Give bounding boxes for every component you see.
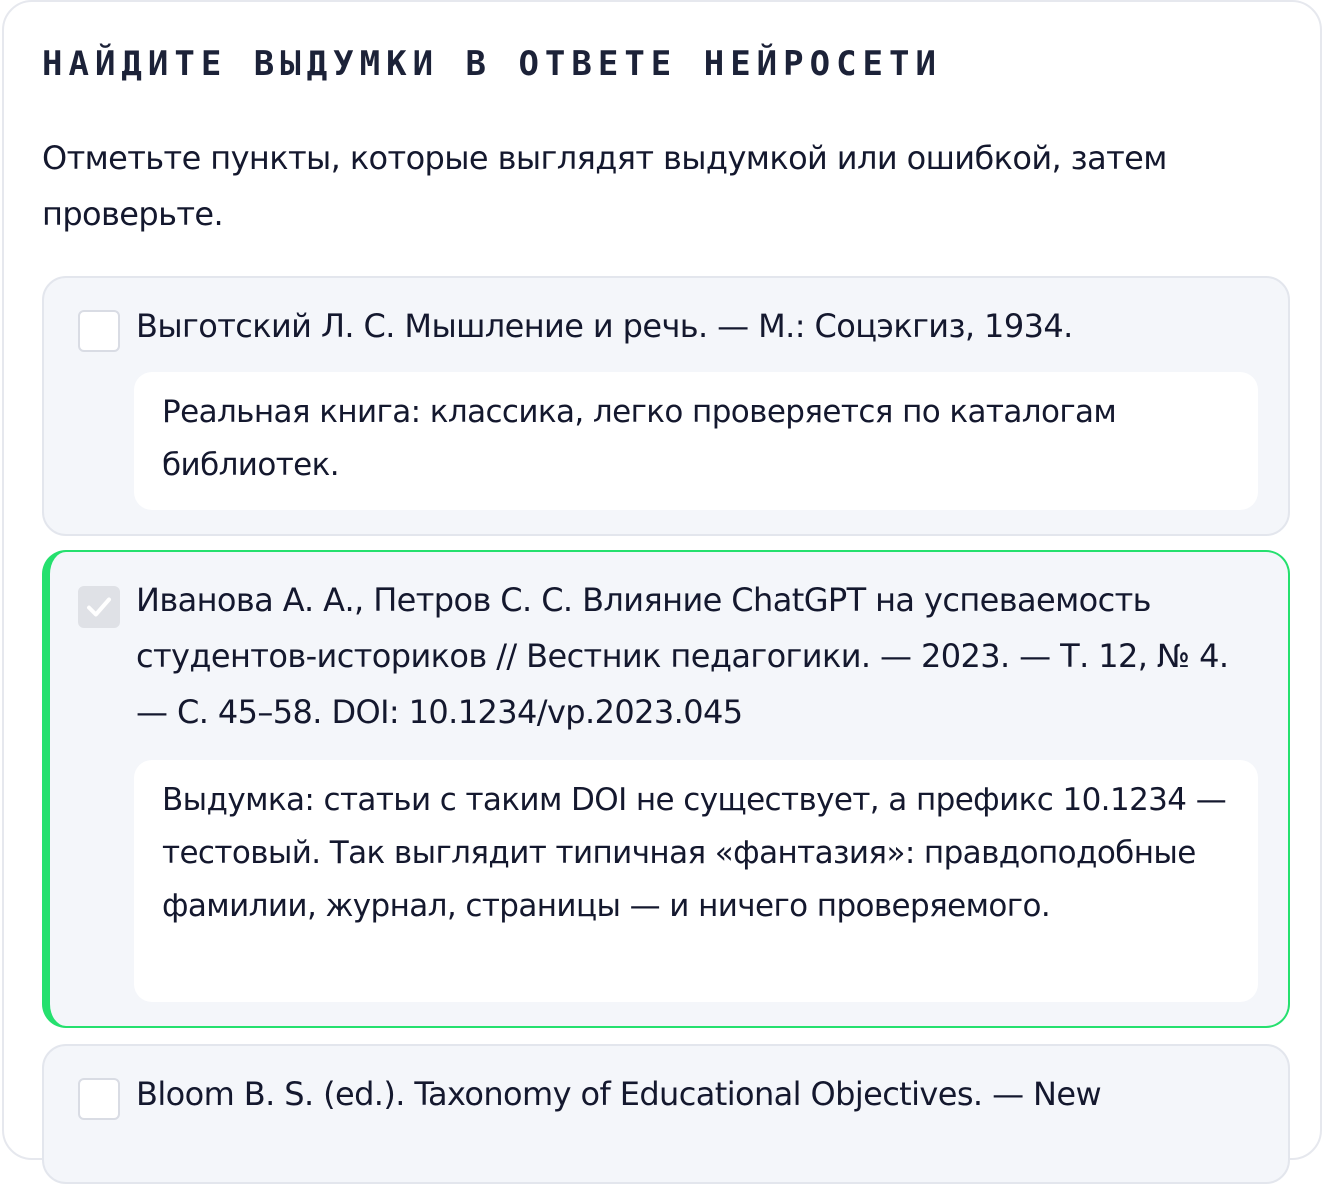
answer-item-selected[interactable] [42, 550, 1290, 1028]
check-icon [84, 592, 114, 622]
item-checkbox[interactable] [78, 1078, 120, 1120]
quiz-heading: НАЙДИТЕ ВЫДУМКИ В ОТВЕТЕ НЕЙРОСЕТИ [42, 44, 942, 84]
item-citation: Выготский Л. С. Мышление и речь. — М.: Соцэкгиз, 1934. [136, 307, 1073, 345]
item-checkbox-checked[interactable] [78, 586, 120, 628]
item-citation: Иванова А. А., Петров С. С. Влияние ChatGPT на успеваемость студентов-историков // Вестник педагогики. — 2023. — Т. 12, № 4. — С. 45–58. DOI: 10.1234/vp.2023.045 [136, 581, 1229, 731]
item-citation: Bloom B. S. (ed.). Taxonomy of Educational Objectives. — New [136, 1075, 1102, 1113]
answer-item[interactable] [42, 276, 1290, 536]
answer-item[interactable] [42, 1044, 1290, 1184]
quiz-card [2, 0, 1322, 1160]
item-explanation: Реальная книга: классика, легко проверяется по каталогам библиотек. [134, 372, 1258, 510]
item-checkbox[interactable] [78, 310, 120, 352]
quiz-instruction: Отметьте пункты, которые выглядят выдумкой или ошибкой, затем проверьте. [42, 139, 1167, 233]
item-explanation: Выдумка: статьи с таким DOI не существует, а префикс 10.1234 — тестовый. Так выглядит типичная «фантазия»: правдоподобные фамилии, журнал, страницы — и ничего проверяемого. [134, 760, 1258, 1002]
